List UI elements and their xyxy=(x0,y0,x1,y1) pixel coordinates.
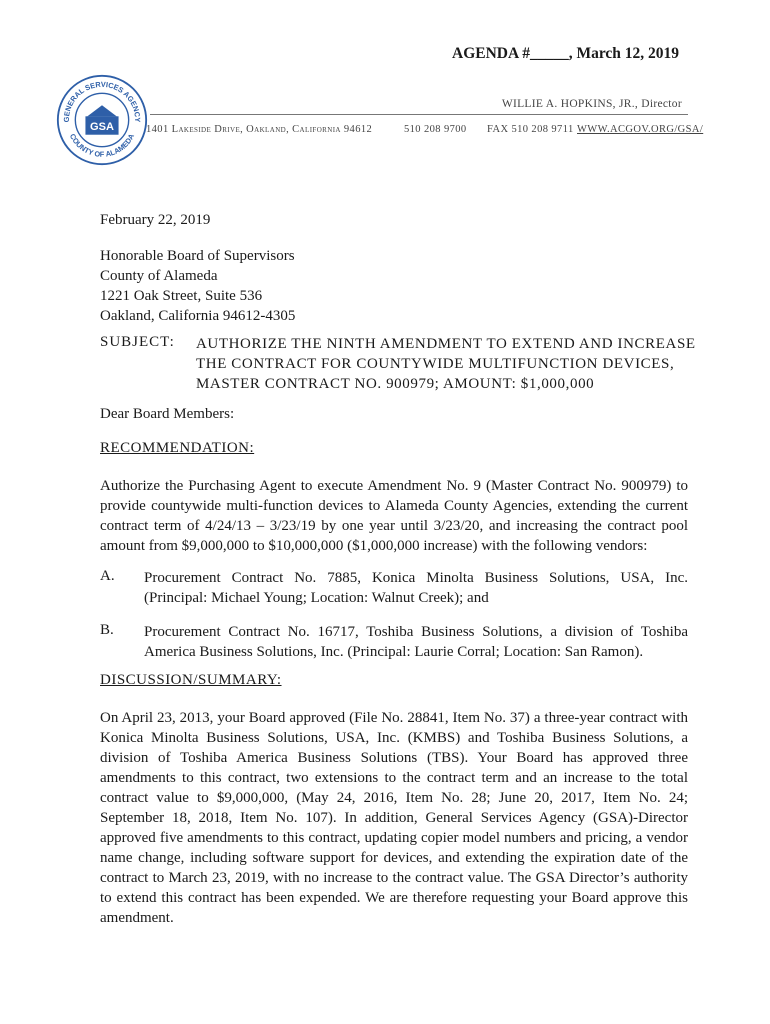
agency-fax: FAX 510 208 9711 xyxy=(487,124,574,135)
recipient-line: Oakland, California 94612-4305 xyxy=(100,308,296,324)
subject-label: SUBJECT: xyxy=(100,334,175,350)
vendor-item-text: Procurement Contract No. 16717, Toshiba Business Solutions, a division of Toshiba America Business Solutions, Inc. (Principal: Laurie Corral; Location: San Ramon). xyxy=(144,624,688,660)
agency-phone: 510 208 9700 xyxy=(404,124,467,135)
recommendation-heading: RECOMMENDATION: xyxy=(100,440,255,456)
vendor-item-text: Procurement Contract No. 7885, Konica Minolta Business Solutions, USA, Inc. (Principal: Michael Young; Location: Walnut Creek); and xyxy=(144,570,688,606)
discussion-paragraph: On April 23, 2013, your Board approved (File No. 28841, Item No. 37) a three-year contract with Konica Minolta Business Solutions, USA, Inc. (KMBS) and Toshiba Business Solutions, a division of Toshiba America Business Solutions (TBS). Your Board has approved three amendments to this contract, two extensions to the contract term and an increase to the total contract value to $9,000,000, (May 24, 2016, Item No. 28; June 20, 2017, Item No. 24; September 18, 2018, Item No. 107). In addition, General Services Agency (GSA)-Director approved five amendments to this contract, updating copier model numbers and pricing, a vendor name change, including software support for devices, and extending the expiration date of the contract to March 23, 2019, with no increase to the contract value. The GSA Director’s authority to extend this contract has been expended. We are therefore requesting your Board approve this amendment. xyxy=(100,710,688,926)
director-name: WILLIE A. HOPKINS, JR., Director xyxy=(501,98,682,110)
vendor-item-letter: B. xyxy=(100,622,114,638)
seal-center-text: GSA xyxy=(90,121,114,134)
greeting: Dear Board Members: xyxy=(100,406,235,422)
seal-text-bottom: COUNTY OF ALAMEDA xyxy=(67,132,137,159)
recipient-line: 1221 Oak Street, Suite 536 xyxy=(100,288,263,304)
vendor-item-letter: A. xyxy=(100,568,115,584)
recipient-address xyxy=(100,246,295,326)
discussion-heading: DISCUSSION/SUMMARY: xyxy=(100,672,282,688)
agency-address: 1401 Lakeside Drive, Oakland, California 94612 xyxy=(146,124,373,135)
svg-text:COUNTY OF ALAMEDA xyxy=(68,132,137,159)
subject-text: AUTHORIZE THE NINTH AMENDMENT TO EXTEND AND INCREASE THE CONTRACT FOR COUNTYWIDE MULTIFUNCTION DEVICES, MASTER CONTRACT NO. 900979; AMOUNT: $1,000,000 xyxy=(196,336,696,392)
agency-website-link[interactable]: WWW.ACGOV.ORG/GSA/ xyxy=(577,124,704,135)
recipient-line: Honorable Board of Supervisors xyxy=(100,248,295,264)
seal-text-top: GENERAL SERVICES AGENCY xyxy=(61,79,143,123)
recommendation-paragraph: Authorize the Purchasing Agent to execute Amendment No. 9 (Master Contract No. 900979) to provide countywide multi-function devices to Alameda County Agencies, extending the current contract term of 4/24/13 – 3/23/19 by one year until 3/23/20, and increasing the contract pool amount from $9,000,000 to $10,000,000 ($1,000,000 increase) with the following vendors: xyxy=(100,478,688,554)
recipient-line: County of Alameda xyxy=(100,268,218,284)
letter-date: February 22, 2019 xyxy=(100,212,211,228)
agenda-line: AGENDA #_____, March 12, 2019 xyxy=(452,45,680,62)
gsa-seal-logo xyxy=(56,74,148,166)
header-rule xyxy=(150,114,688,115)
